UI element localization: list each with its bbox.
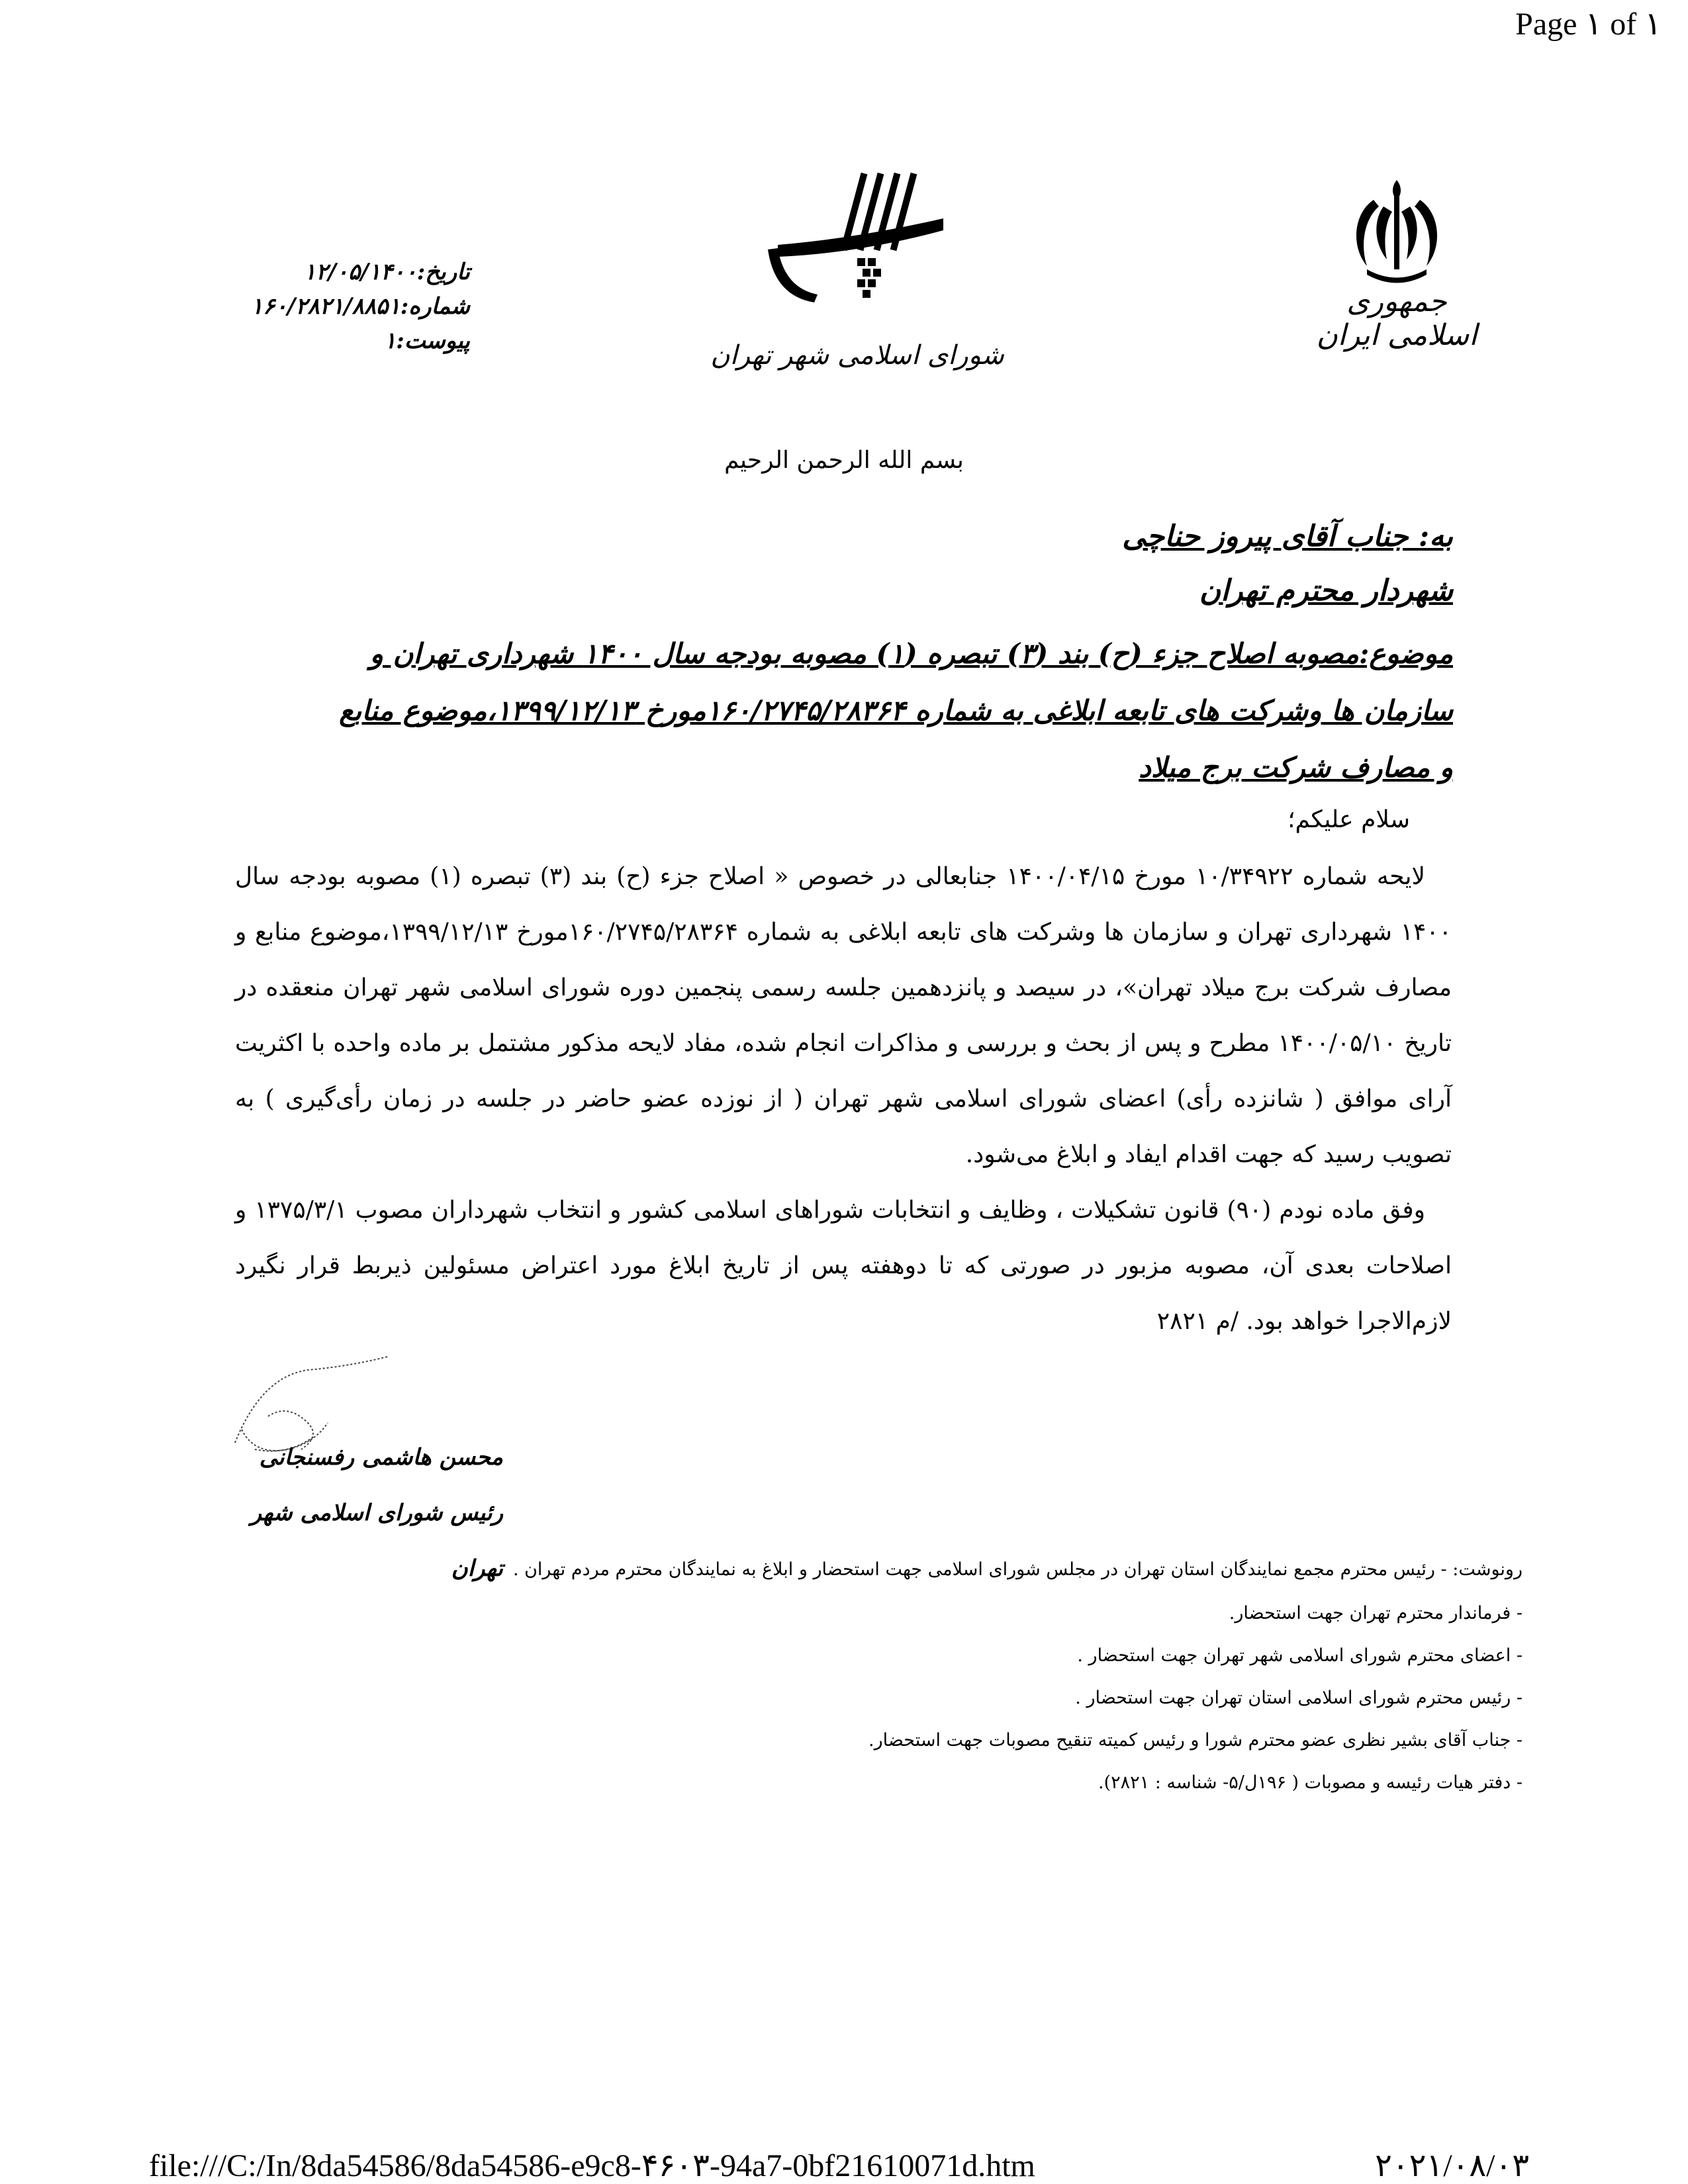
cc-item: - اعضای محترم شورای اسلامی شهر تهران جهت استحضار .: [1077, 1645, 1523, 1666]
letter-number: شماره:۱۶۰/۲۸۲۱/۸۸۵۱: [250, 293, 470, 320]
letter-attachment: پیوست:۱: [384, 328, 470, 354]
page-number: Page ۱ of ۱: [1515, 7, 1662, 42]
body-paragraph: لایحه شماره ۱۰/۳۴۹۲۲ مورخ ۱۴۰۰/۰۴/۱۵ جنابعالی در خصوص « اصلاح جزء (ح) بند (۳) تبصره (۱) مصوبه بودجه سال ۱۴۰۰ شهرداری تهران و سازمان ها وشرکت های تابعه ابلاغی به شماره ۱۶۰/۲۷۴۵/۲۸۳۶۴مورخ ۱۳۹۹/۱۲/۱۳،موضوع منابع و مصارف شرکت برج میلاد تهران»، در سیصد و پانزدهمین جلسه رسمی پنجمین دوره شورای اسلامی شهر تهران منعقده در تاریخ ۱۴۰۰/۰۵/۱۰ مطرح و پس از بحث و بررسی و مذاکرات انجام شده، مفاد لایحه مذکور مشتمل بر ماده واحده با اکثریت آرای موافق ( شانزده رأی) اعضای شورای اسلامی شهر تهران ( از نوزده عضو حاضر در جلسه در زمان رأی‌گیری ) به تصویب رسید که جهت اقدام ایفاد و ابلاغ می‌شود.: [235, 863, 1452, 1168]
letter-date: تاریخ:۱۲/۰۵/۱۴۰۰: [303, 259, 470, 285]
addressee-title: شهردار محترم تهران: [1199, 574, 1453, 608]
cc-item: - جناب آقای بشیر نظری عضو محترم شورا و رئیس کمیته تنقیح مصوبات جهت استحضار.: [868, 1730, 1523, 1751]
addressee: [1122, 510, 1453, 618]
letter-meta: [252, 255, 470, 358]
body-paragraph: وفق ماده نودم (۹۰) قانون تشکیلات ، وظایف و انتخابات شوراهای اسلامی کشور و انتخاب شهرداران مصوب ۱۳۷۵/۳/۱ و اصلاحات بعدی آن، مصوبه مزبور در صورتی که تا دوهفته پس از تاریخ ابلاغ مورد اعتراض مسئولین ذیربط قرار نگیرد لازم‌الاجرا خواهد بود. /م ۲۸۲۱: [235, 1197, 1452, 1335]
cc-list: [397, 1592, 1523, 1804]
letter-subject: موضوع:مصوبه اصلاح جزء (ح) بند (۳) تبصره (۱) مصوبه بودجه سال ۱۴۰۰ شهرداری تهران و سازمان ها وشرکت های تابعه ابلاغی به شماره ۱۶۰/۲۷۴۵/۲۸۳۶۴مورخ ۱۳۹۹/۱۲/۱۳،موضوع منابع و مصارف شرکت برج میلاد: [339, 637, 1453, 784]
emblem-caption: جمهوری اسلامی ایران: [1316, 285, 1477, 352]
bismillah: بسم الله الرحمن الرحیم: [724, 447, 964, 474]
signer-name: محسن هاشمی رفسنجانی: [259, 1444, 503, 1471]
footer-date: ۲۰۲۱/۰۸/۰۳: [1375, 2148, 1529, 2183]
cc-item: - دفتر هیات رئیسه و مصوبات ( ۱۹۶ل/۵- شناسه : ۲۸۲۱).: [1098, 1772, 1523, 1793]
city-council-logo: [710, 165, 1004, 404]
greeting: سلام علیکم؛: [1288, 806, 1410, 833]
council-caption: شورای اسلامی شهر تهران: [710, 340, 1004, 371]
signer-title: رئیس شورای اسلامی شهر تهران: [250, 1500, 503, 1582]
cc-item: - فرماندار محترم تهران جهت استحضار.: [1229, 1603, 1523, 1623]
cc-heading: رونوشت: - رئیس محترم مجمع نمایندگان استان تهران در مجلس شورای اسلامی جهت استحضار و ابلاغ به نمایندگان محترم مردم تهران .: [512, 1559, 1523, 1580]
cc-item: - رئیس محترم شورای اسلامی استان تهران جهت استحضار .: [1075, 1688, 1523, 1708]
addressee-name: به: جناب آقای پیروز حناچی: [1122, 520, 1453, 553]
letter-body: [235, 849, 1452, 1349]
footer-file-path: file:///C:/In/8da54586/8da54586-e9c8-۴۶۰۳-94a7-0bf21610071d.htm: [149, 2148, 1035, 2183]
